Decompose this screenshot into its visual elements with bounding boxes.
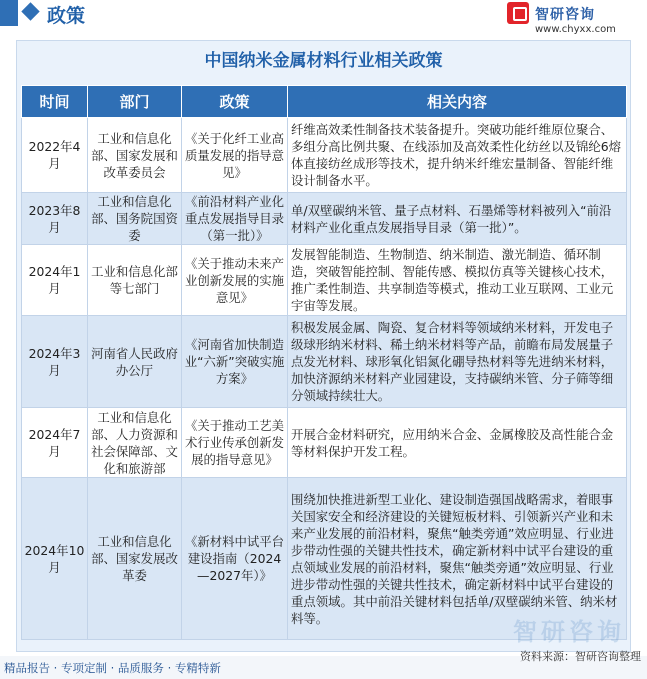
cell-policy: 《河南省加快制造业“六新”突破实施方案》 (182, 316, 288, 408)
header-accent-bar (0, 0, 18, 26)
cell-policy: 《前沿材料产业化重点发展指导目录（第一批）》 (182, 193, 288, 245)
table-header-row (22, 86, 627, 118)
card-title: 中国纳米金属材料行业相关政策 (204, 51, 443, 71)
cell-time: 2022年4月 (22, 118, 88, 193)
table-row (22, 193, 627, 245)
cell-dept: 河南省人民政府办公厅 (88, 316, 182, 408)
policy-table (21, 85, 627, 640)
data-source-note: 资料来源：智研咨询整理 (520, 650, 641, 663)
column-header-policy: 政策 (182, 86, 288, 118)
footer-bar (0, 650, 647, 679)
cell-policy: 《关于推动未来产业创新发展的实施意见》 (182, 245, 288, 316)
brand-logo[interactable] (507, 2, 637, 38)
cell-policy: 《关于推动工艺美术行业传承创新发展的指导意见》 (182, 408, 288, 478)
cell-content: 围绕加快推进新型工业化、建设制造强国战略需求，着眼事关国家安全和经济建设的关键短板材料、引领新兴产业和未来产业发展的前沿材料，聚焦“触类旁通”效应明显、行业进步带动性强的关键共性技术，确定新材料中试平台建设的重点领域业发展的前沿材料，聚焦“触类旁通”效应明显、行业进步带动性强的关键共性技术，确定新材料中试平台建设的重点领域。其中前沿关键材料包括单/双壁碳纳米管、纳米材料等。 (288, 478, 627, 640)
cell-content: 纤维高效柔性制备技术装备提升。突破功能纤维原位聚合、多组分高比例共聚、在线添加及高效柔性化纺丝以及锦纶6熔体直接纺丝成形等技术，提升纳米纤维宏量制备、智能纤维设计制备水平。 (288, 118, 627, 193)
cell-time: 2024年10月 (22, 478, 88, 640)
cell-content: 开展合金材料研究，应用纳米合金、金属橡胶及高性能合金等材料保护开发工程。 (288, 408, 627, 478)
brand-url[interactable]: www.chyxx.com (535, 24, 616, 35)
cell-dept: 工业和信息化部等七部门 (88, 245, 182, 316)
watermark: 智研咨询 (513, 618, 625, 646)
cell-time: 2024年7月 (22, 408, 88, 478)
column-header-content: 相关内容 (288, 86, 627, 118)
cell-time: 2023年8月 (22, 193, 88, 245)
cell-dept: 工业和信息化部、国家发展和改革委员会 (88, 118, 182, 193)
table-row (22, 408, 627, 478)
cell-dept: 工业和信息化部、国务院国资委 (88, 193, 182, 245)
policy-card (16, 40, 631, 652)
table-row (22, 118, 627, 193)
table-row (22, 245, 627, 316)
column-header-dept: 部门 (88, 86, 182, 118)
brand-name: 智研咨询 (535, 7, 595, 23)
cell-time: 2024年1月 (22, 245, 88, 316)
section-title: 政策 (47, 5, 86, 27)
cell-content: 单/双壁碳纳米管、量子点材料、石墨烯等材料被列入“前沿材料产业化重点发展指导目录（第一批）”。 (288, 193, 627, 245)
brand-logo-icon (507, 2, 529, 24)
cell-time: 2024年3月 (22, 316, 88, 408)
cell-policy: 《新材料中试平台建设指南（2024—2027年）》 (182, 478, 288, 640)
diamond-icon (21, 2, 39, 20)
cell-content: 发展智能制造、生物制造、纳米制造、激光制造、循环制造，突破智能控制、智能传感、模拟仿真等关键核心技术，推广柔性制造、共享制造等模式，推动工业互联网、工业元宇宙等发展。 (288, 245, 627, 316)
cell-dept: 工业和信息化部、人力资源和社会保障部、文化和旅游部 (88, 408, 182, 478)
table-row (22, 316, 627, 408)
column-header-time: 时间 (22, 86, 88, 118)
footer-services: 精品报告 · 专项定制 · 品质服务 · 专精特新 (4, 661, 221, 675)
cell-content: 积极发展金属、陶瓷、复合材料等领域纳米材料，开发电子级球形纳米材料、稀土纳米材料等产品，前瞻布局发展量子点发光材料、球形氧化铝氮化硼导热材料等先进纳米材料，加快济源纳米材料产业园建设，支持碳纳米管、分子筛等细分领域持续壮大。 (288, 316, 627, 408)
cell-policy: 《关于化纤工业高质量发展的指导意见》 (182, 118, 288, 193)
cell-dept: 工业和信息化部、国家发展改革委 (88, 478, 182, 640)
